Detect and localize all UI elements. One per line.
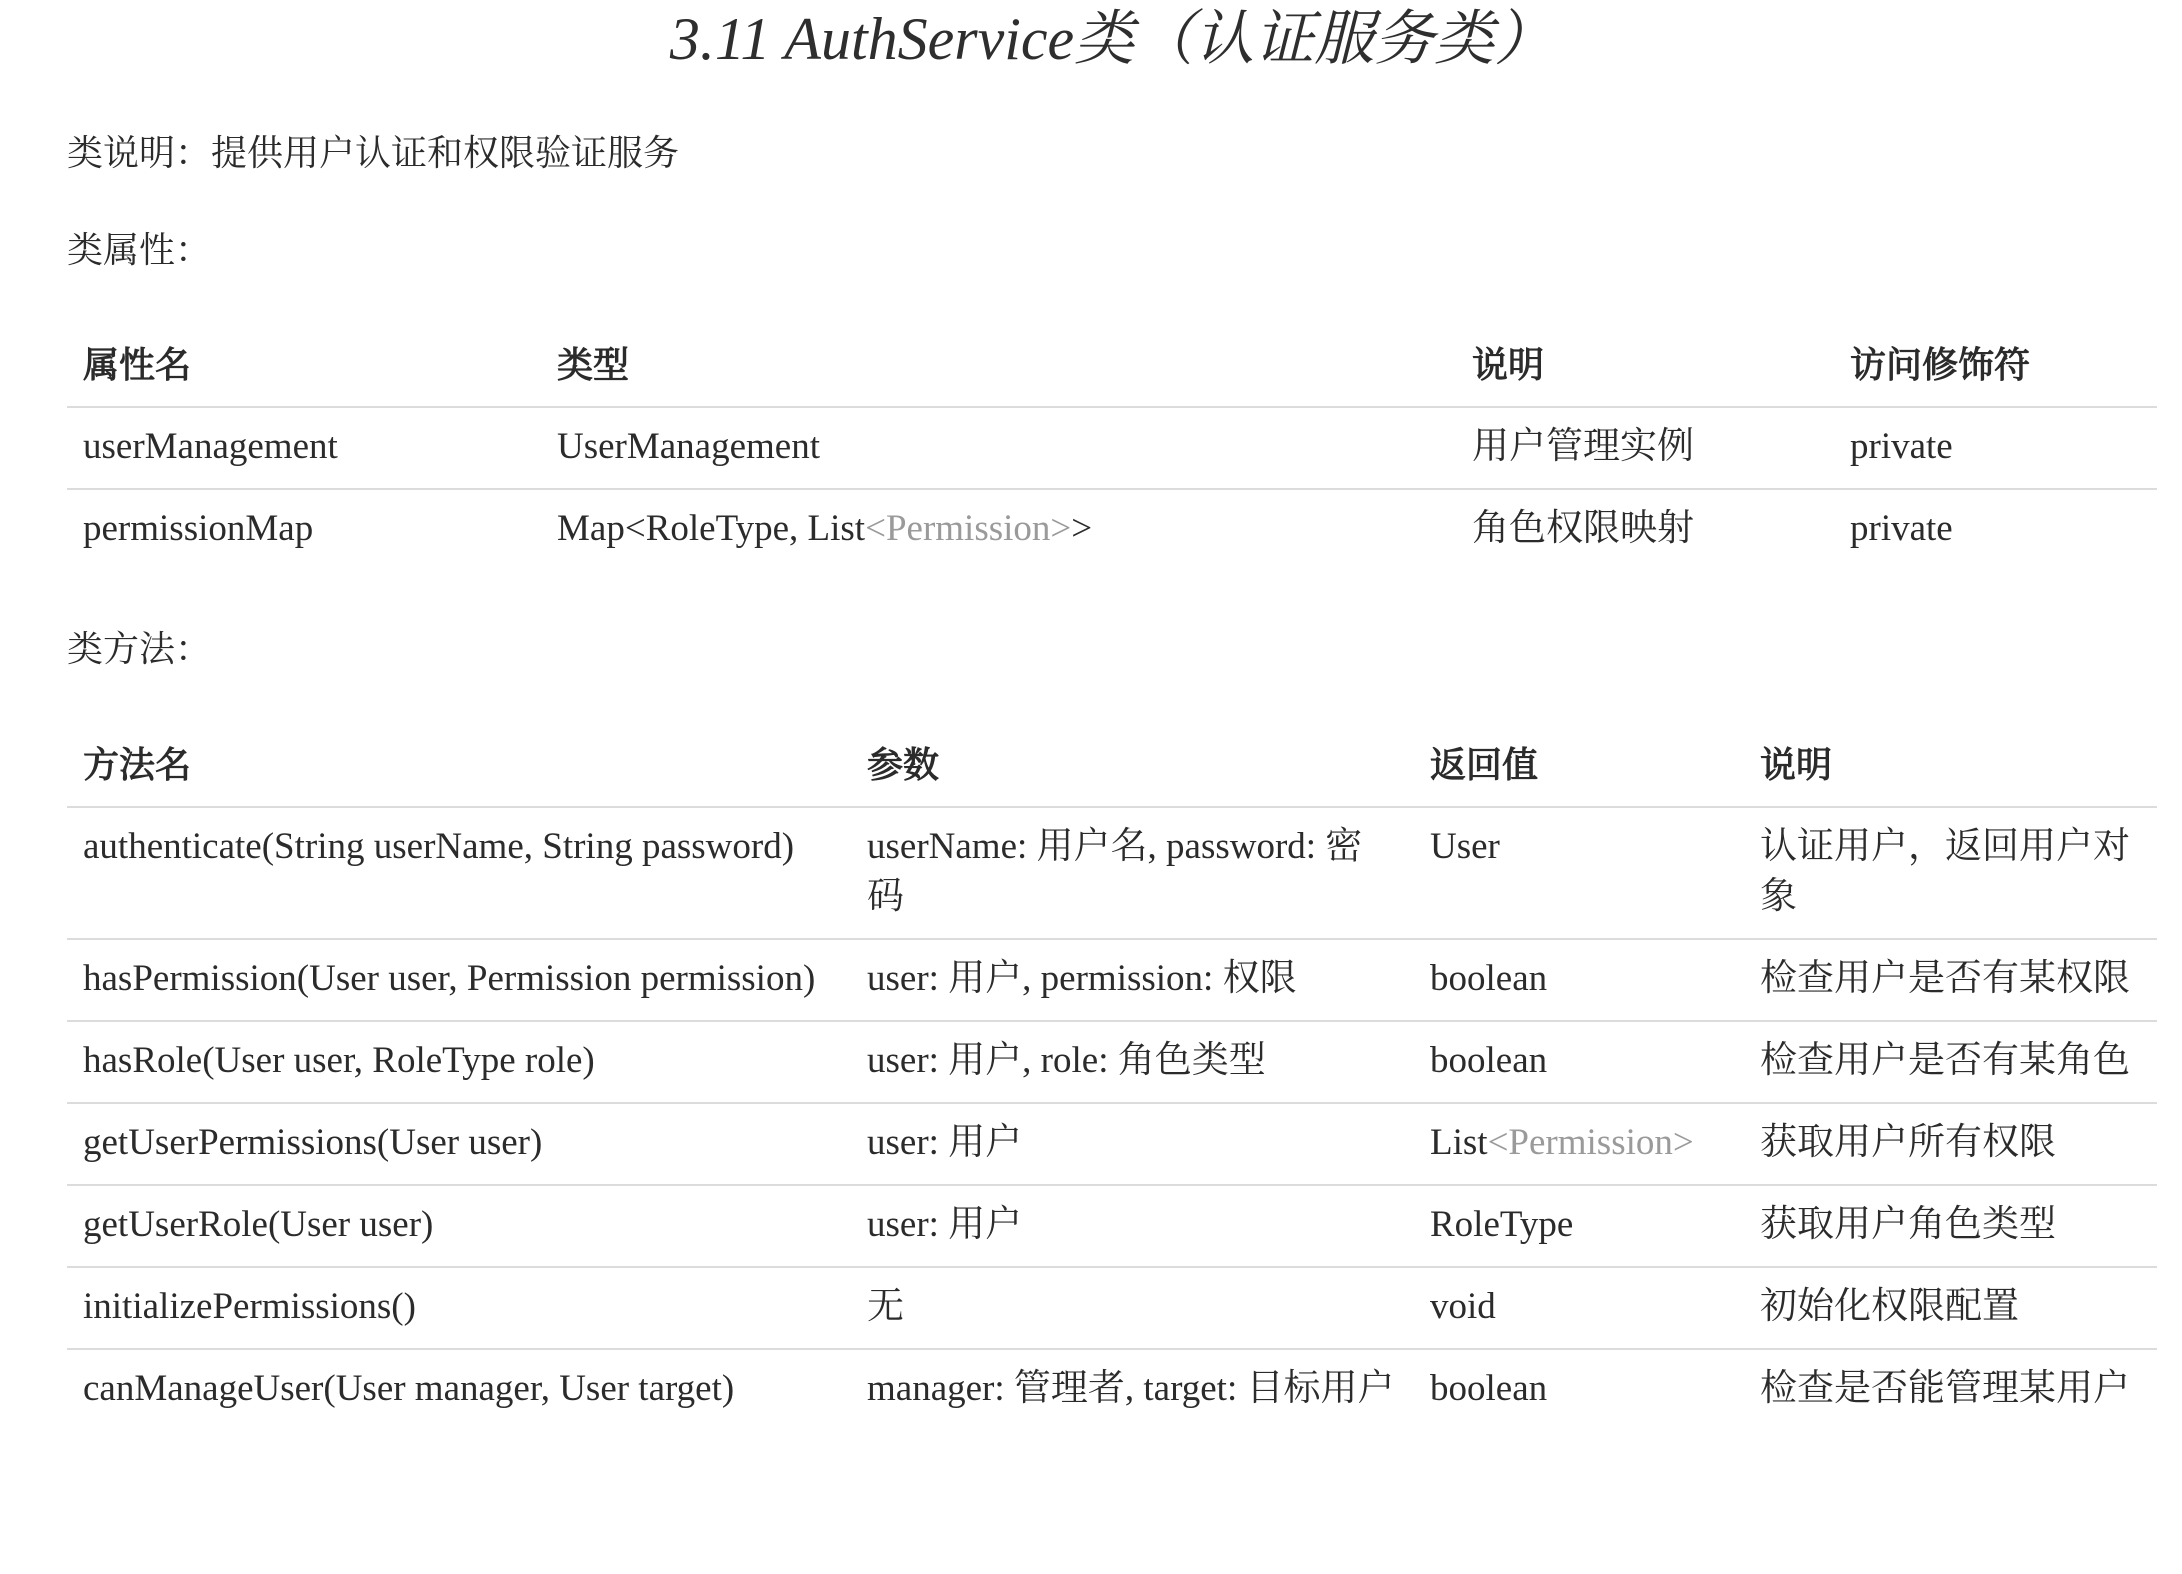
method-return: User <box>1414 807 1744 939</box>
column-header: 访问修饰符 <box>1834 324 2157 407</box>
method-name: hasRole(User user, RoleType role) <box>67 1021 851 1103</box>
table-header-row <box>67 724 2157 807</box>
column-header: 说明 <box>1744 724 2157 807</box>
method-description: 检查用户是否有某角色 <box>1744 1021 2157 1103</box>
column-header: 属性名 <box>67 324 541 407</box>
method-description: 初始化权限配置 <box>1744 1267 2157 1349</box>
attributes-table <box>67 324 2157 570</box>
table-row <box>67 1185 2157 1267</box>
method-name: canManageUser(User manager, User target) <box>83 1368 735 1409</box>
table-row <box>67 489 2157 570</box>
attributes-label: 类属性： <box>67 230 212 270</box>
table-row <box>67 1267 2157 1349</box>
attribute-name: permissionMap <box>83 508 314 549</box>
section-heading: 3.11 AuthService类（认证服务类） <box>669 6 1555 72</box>
table-row <box>67 1349 2157 1430</box>
method-name: getUserRole(User user) <box>67 1185 851 1267</box>
method-name: hasPermission(User user, Permission permission) <box>67 939 851 1021</box>
method-params: manager: 管理者, target: 目标用户 <box>867 1368 1395 1409</box>
table-row <box>67 807 2157 939</box>
method-params: 无 <box>851 1267 1414 1349</box>
method-name: getUserPermissions(User user) <box>67 1103 851 1185</box>
method-description: 获取用户角色类型 <box>1744 1185 2157 1267</box>
attribute-access: private <box>1834 407 2157 489</box>
attribute-type: Map<RoleType, List<Permission>> <box>557 508 1093 549</box>
method-name: initializePermissions() <box>67 1267 851 1349</box>
method-return: boolean <box>1414 939 1744 1021</box>
method-params: user: 用户 <box>851 1185 1414 1267</box>
table-row <box>67 1103 2157 1185</box>
attribute-type: UserManagement <box>541 407 1456 489</box>
table-row <box>67 939 2157 1021</box>
method-description: 认证用户，返回用户对象 <box>1744 807 2157 939</box>
method-return: boolean <box>1430 1368 1548 1409</box>
method-params: user: 用户 <box>851 1103 1414 1185</box>
method-return: List<Permission> <box>1414 1103 1744 1185</box>
method-params: userName: 用户名, password: 密码 <box>851 807 1414 939</box>
method-description: 获取用户所有权限 <box>1744 1103 2157 1185</box>
table-row <box>67 407 2157 489</box>
methods-label: 类方法： <box>67 629 212 669</box>
method-params: user: 用户, permission: 权限 <box>851 939 1414 1021</box>
method-return: RoleType <box>1414 1185 1744 1267</box>
column-header: 参数 <box>851 724 1414 807</box>
column-header: 说明 <box>1456 324 1834 407</box>
methods-table <box>67 724 2157 1430</box>
table-header-row <box>67 324 2157 407</box>
method-return: boolean <box>1414 1021 1744 1103</box>
class-description: 类说明：提供用户认证和权限验证服务 <box>67 133 680 173</box>
method-params: user: 用户, role: 角色类型 <box>851 1021 1414 1103</box>
column-header: 方法名 <box>67 724 851 807</box>
method-name: authenticate(String userName, String password) <box>67 807 851 939</box>
method-description: 检查用户是否有某权限 <box>1744 939 2157 1021</box>
column-header: 类型 <box>541 324 1456 407</box>
column-header: 返回值 <box>1414 724 1744 807</box>
attribute-description: 角色权限映射 <box>1472 508 1694 549</box>
method-return: void <box>1414 1267 1744 1349</box>
attribute-access: private <box>1850 508 1953 549</box>
attribute-name: userManagement <box>67 407 541 489</box>
method-description: 检查是否能管理某用户 <box>1760 1368 2130 1409</box>
table-row <box>67 1021 2157 1103</box>
attribute-description: 用户管理实例 <box>1456 407 1834 489</box>
